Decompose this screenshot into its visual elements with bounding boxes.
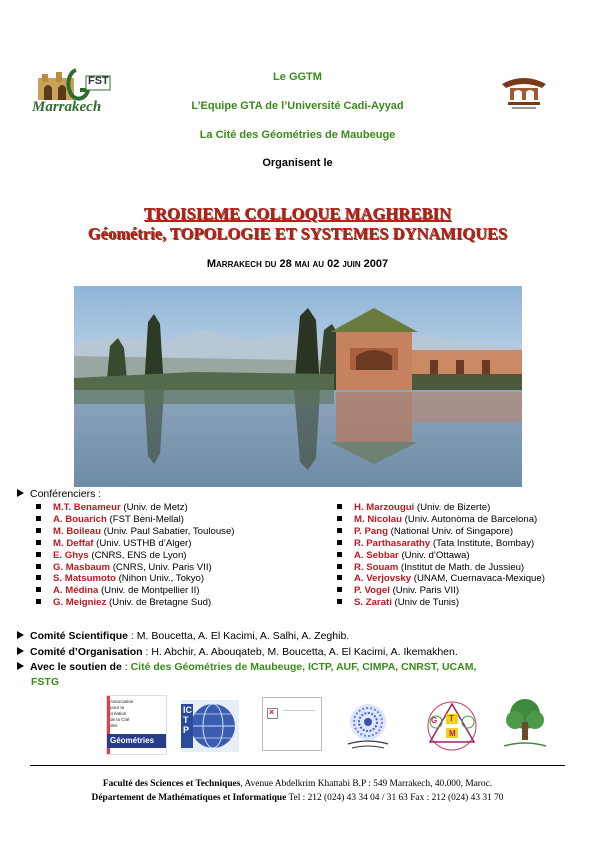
fst-logo-city: Marrakech xyxy=(32,99,102,115)
speaker-affiliation: (Univ. Autonòma de Barcelona) xyxy=(401,513,538,525)
ictp-logo-text: ICTP xyxy=(183,705,192,735)
square-bullet-icon xyxy=(337,516,342,521)
speaker-affiliation: (CNRS, Univ. Paris VII) xyxy=(110,561,212,573)
speaker-name: S. Zarati xyxy=(354,597,392,609)
square-bullet-icon xyxy=(337,552,342,557)
arrow-bullet-icon xyxy=(17,647,24,655)
list-item xyxy=(337,538,545,550)
broken-image-placeholder xyxy=(262,697,322,751)
speaker-name: M.T. Benameur xyxy=(53,502,121,513)
broken-image-icon: × xyxy=(267,708,278,719)
arrow-bullet-icon xyxy=(17,631,24,639)
ictp-logo xyxy=(181,700,239,752)
support-label: Avec le soutien de xyxy=(30,661,122,673)
speaker-name: R. Parthasarathy xyxy=(354,537,431,549)
speakers-heading xyxy=(17,488,101,500)
square-bullet-icon xyxy=(337,564,342,569)
organising-committee-label: Comité d’Organisation xyxy=(30,646,143,658)
speaker-name: E. Ghys xyxy=(53,549,89,561)
scientific-committee-label: Comité Scientifique xyxy=(30,630,129,642)
list-item xyxy=(36,597,234,609)
speaker-affiliation: (UNAM, Cuernavaca-Mexique) xyxy=(411,573,545,585)
gtm-letter-g: G xyxy=(431,716,438,725)
arrow-bullet-icon xyxy=(17,662,24,670)
footer-address-text: , Avenue Abdelkrim Khattabi B.P : 549 Marrakech, 40.000, Maroc. xyxy=(240,779,493,789)
footer-address xyxy=(0,779,595,789)
footer-phone-fax: Tel : 212 (024) 43 34 04 / 31 63 Fax : 212 (024) 43 31 70 xyxy=(286,793,504,803)
speaker-affiliation: (Nihon Univ., Tokyo) xyxy=(115,573,205,585)
square-bullet-icon xyxy=(36,516,41,521)
assoc-text-1: Association xyxy=(110,699,134,704)
list-item xyxy=(36,514,234,526)
support-separator: : xyxy=(121,661,131,673)
speaker-name: M. Boileau xyxy=(53,525,101,537)
list-item xyxy=(337,550,545,562)
list-item xyxy=(36,562,234,574)
organising-committee xyxy=(17,646,458,658)
square-bullet-icon xyxy=(337,528,342,533)
square-bullet-icon xyxy=(36,540,41,545)
colloquium-subtitle: Géométrie, TOPOLOGIE ET SYSTEMES DYNAMIQUES xyxy=(87,224,508,243)
support-partners-cont: FSTG xyxy=(31,676,59,688)
speaker-affiliation: (FST Beni-Mellal) xyxy=(106,513,184,525)
speaker-name: A. Bouarich xyxy=(53,513,107,525)
list-item xyxy=(337,585,545,597)
square-bullet-icon xyxy=(36,504,41,509)
speakers-list-left xyxy=(36,502,234,609)
speaker-affiliation: (Univ. de Bizerte) xyxy=(414,502,491,513)
speaker-affiliation: (CNRS, ENS de Lyon) xyxy=(88,549,187,561)
association-cite-geometries-logo xyxy=(106,695,167,755)
cnrst-spiral-logo xyxy=(336,700,400,752)
list-item xyxy=(36,502,234,514)
footer-contact xyxy=(0,793,595,803)
list-item xyxy=(36,538,234,550)
speaker-name: A. Médina xyxy=(53,585,99,597)
support-line-2 xyxy=(31,676,59,688)
assoc-text-3: création xyxy=(110,711,127,716)
speaker-affiliation: (Univ. de Metz) xyxy=(120,502,188,513)
square-bullet-icon xyxy=(337,587,342,592)
scientific-committee-members: : M. Boucetta, A. El Kacimi, A. Salhi, A. Zeghib. xyxy=(128,630,350,642)
speaker-name: R. Souam xyxy=(354,561,399,573)
footer-divider xyxy=(30,765,565,766)
list-item xyxy=(337,573,545,585)
colloquium-dates: Marrakech du 28 mai au 02 juin 2007 xyxy=(206,258,389,270)
list-item xyxy=(337,514,545,526)
list-item xyxy=(337,562,545,574)
speaker-affiliation: (Univ. USTHB d’Alger) xyxy=(93,537,192,549)
speaker-affiliation: (Univ. de Montpellier II) xyxy=(98,585,200,597)
gtm-letter-m: M xyxy=(449,729,456,738)
speakers-heading-colon: : xyxy=(95,488,102,500)
list-item xyxy=(337,597,545,609)
organisent-line: Organisent le xyxy=(262,157,333,169)
speaker-affiliation: (Univ de Tunis) xyxy=(391,597,460,609)
speaker-name: P. Vogel xyxy=(354,585,390,597)
list-item xyxy=(337,502,545,514)
speaker-affiliation: (Tata Institute, Bombay) xyxy=(430,537,535,549)
organising-committee-members: : H. Abchir, A. Abouqateb, M. Boucetta, A. El Kacimi, A. Ikemakhen. xyxy=(142,646,458,658)
square-bullet-icon xyxy=(36,587,41,592)
square-bullet-icon xyxy=(36,575,41,580)
assoc-text-4: de la Cité xyxy=(110,717,130,722)
speaker-name: P. Pang xyxy=(354,525,388,537)
assoc-brand-text: Géométries xyxy=(110,736,155,745)
footer-faculty: Faculté des Sciences et Techniques xyxy=(102,779,241,789)
arrow-bullet-icon xyxy=(17,489,24,497)
speaker-name: M. Deffaf xyxy=(53,537,94,549)
org-line-gta: L’Equipe GTA de l’Université Cadi-Ayyad xyxy=(191,100,404,112)
assoc-text-5: des xyxy=(110,723,118,728)
square-bullet-icon xyxy=(36,552,41,557)
speaker-name: A. Verjovsky xyxy=(354,573,412,585)
speaker-affiliation: (Univ. d’Ottawa) xyxy=(398,549,470,561)
assoc-text-2: pour la xyxy=(110,705,125,710)
speakers-heading-label: Conférenciers xyxy=(30,488,96,500)
speakers-list-right xyxy=(337,502,545,609)
list-item xyxy=(36,573,234,585)
footer-department: Département de Mathématiques et Informatique xyxy=(91,793,287,803)
list-item xyxy=(337,526,545,538)
tree-emblem-logo xyxy=(496,692,554,754)
square-bullet-icon xyxy=(36,564,41,569)
square-bullet-icon xyxy=(337,504,342,509)
speaker-name: S. Matsumoto xyxy=(53,573,116,585)
speaker-name: M. Nicolau xyxy=(354,513,402,525)
support-partners: Cité des Géométries de Maubeuge, ICTP, AUF, CIMPA, CNRST, UCAM, xyxy=(130,661,477,673)
speaker-affiliation: (Univ. de Bretagne Sud) xyxy=(106,597,212,609)
org-line-ggtm: Le GGTM xyxy=(273,71,322,83)
speaker-affiliation: (National Univ. of Singapore) xyxy=(387,525,514,537)
org-line-cite: La Cité des Géométries de Maubeuge xyxy=(199,129,396,141)
square-bullet-icon xyxy=(36,599,41,604)
list-item xyxy=(36,526,234,538)
list-item xyxy=(36,585,234,597)
gtm-triangle-logo xyxy=(418,696,486,752)
speaker-affiliation: (Institut de Math. de Jussieu) xyxy=(398,561,525,573)
scientific-committee xyxy=(17,630,349,642)
speaker-name: A. Sebbar xyxy=(354,549,399,561)
speaker-name: G. Masbaum xyxy=(53,561,111,573)
speaker-affiliation: (Univ. Paris VII) xyxy=(389,585,460,597)
fst-logo-text: FST xyxy=(88,75,109,87)
menara-photo xyxy=(74,286,522,487)
square-bullet-icon xyxy=(36,528,41,533)
gtm-letter-t: T xyxy=(449,714,454,723)
square-bullet-icon xyxy=(337,540,342,545)
speaker-affiliation: (Univ. Paul Sabatier, Toulouse) xyxy=(100,525,235,537)
list-item xyxy=(36,550,234,562)
speaker-name: H. Marzougui xyxy=(354,502,415,513)
square-bullet-icon xyxy=(337,599,342,604)
support-line xyxy=(17,661,476,673)
square-bullet-icon xyxy=(337,575,342,580)
speaker-name: G. Meigniez xyxy=(53,597,107,609)
colloquium-title: TROISIEME COLLOQUE MAGHREBIN xyxy=(143,204,452,223)
